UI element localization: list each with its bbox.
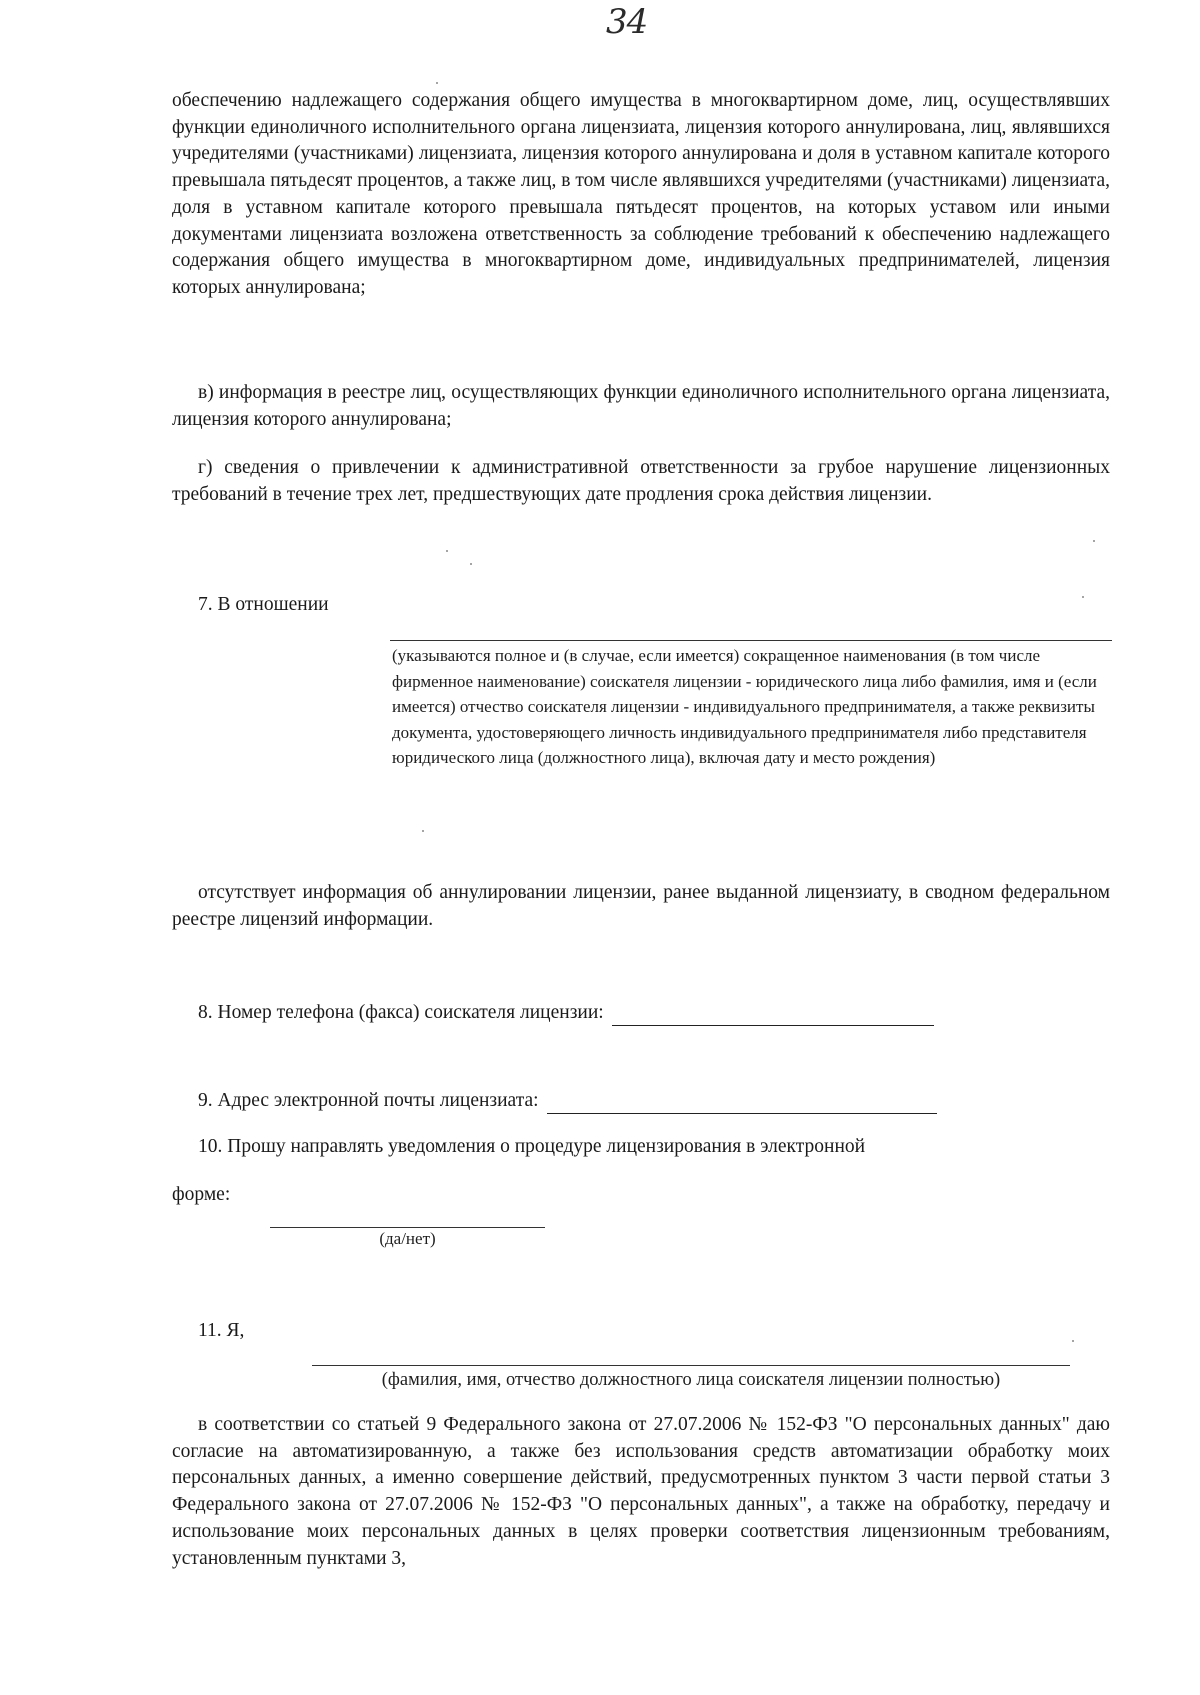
scan-speck — [1072, 1340, 1074, 1342]
section11-label: 11. Я, — [198, 1320, 245, 1341]
scan-speck — [422, 830, 424, 832]
section7-label: 7. В отношении — [198, 594, 329, 615]
continuation-paragraph: обеспечению надлежащего содержания общего имущества в многоквартирном доме, лиц, осуществлявших функции единоличного исполнительного органа лицензиата, лицензия которого аннулирована, лиц, являвшихся учредителями (участниками) лицензиата, лицензия которого аннулирована и доля в уставном капитале которого превышала пятьдесят процентов, а также лиц, в том числе являвшихся учредителями (участниками) лицензиата, доля в уставном капитале которого превышала пятьдесят процентов, на которых уставом или иными документами лицензиата возложена ответственность за соблюдение требований к обеспечению надлежащего содержания общего имущества в многоквартирном доме, индивидуальных предпринимателей, лицензия которых аннулирована; — [172, 90, 1110, 298]
phone-field[interactable] — [612, 1007, 934, 1026]
section10-label: 10. Прошу направлять уведомления о процедуре лицензирования в электронной — [198, 1136, 866, 1157]
section9-row — [198, 1088, 937, 1114]
scan-speck — [470, 563, 472, 565]
section10-label-cont: форме: — [172, 1184, 231, 1205]
section10-caption: (да/нет) — [379, 1229, 436, 1248]
section9-label: 9. Адрес электронной почты лицензиата: — [198, 1090, 539, 1111]
item-g-paragraph: г) сведения о привлечении к административной ответственности за грубое нарушение лицензионных требований в течение трех лет, предшествующих дате продления срока действия лицензии. — [172, 457, 1110, 505]
email-field[interactable] — [547, 1095, 937, 1114]
section8-label: 8. Номер телефона (факса) соискателя лицензии: — [198, 1002, 604, 1023]
section11-consent-paragraph: в соответствии со статьей 9 Федерального закона от 27.07.2006 № 152-ФЗ "О персональных данных" даю согласие на автоматизированную, а также без использования средств автоматизации обработку моих персональных данных, а именно совершение действий, предусмотренных пунктом 3 части первой статьи 3 Федерального закона от 27.07.2006 № 152-ФЗ "О персональных данных", а также на обработку, передачу и использование моих персональных данных в целях проверки соответствия лицензионным требованиям, установленным пунктами 3, — [172, 1414, 1110, 1569]
section8-row — [198, 1000, 934, 1026]
section7-statement: отсутствует информация об аннулировании лицензии, ранее выданной лицензиату, в сводном федеральном реестре лицензий информации. — [172, 882, 1110, 930]
official-name-line[interactable] — [312, 1365, 1070, 1366]
scan-speck — [446, 550, 448, 552]
scan-speck — [436, 82, 438, 84]
section7-caption: (указываются полное и (в случае, если имеется) сокращенное наименования (в том числе фирменное наименование) соискателя лицензии - юридического лица либо фамилия, имя и (если имеется) отчество соискателя лицензии - индивидуального предпринимателя, а также реквизиты документа, удостоверяющего личность индивидуального предпринимателя либо представителя юридического лица (должностного лица), включая дату и место рождения) — [392, 646, 1097, 767]
scan-speck — [1093, 540, 1095, 542]
section7-name-line[interactable] — [390, 640, 1112, 641]
handwritten-page-number: 34 — [606, 2, 648, 42]
scan-speck — [1082, 596, 1084, 598]
item-v-paragraph: в) информация в реестре лиц, осуществляющих функции единоличного исполнительного органа лицензиата, лицензия которого аннулирована; — [172, 382, 1110, 430]
section11-caption: (фамилия, имя, отчество должностного лица соискателя лицензии полностью) — [381, 1370, 1001, 1390]
